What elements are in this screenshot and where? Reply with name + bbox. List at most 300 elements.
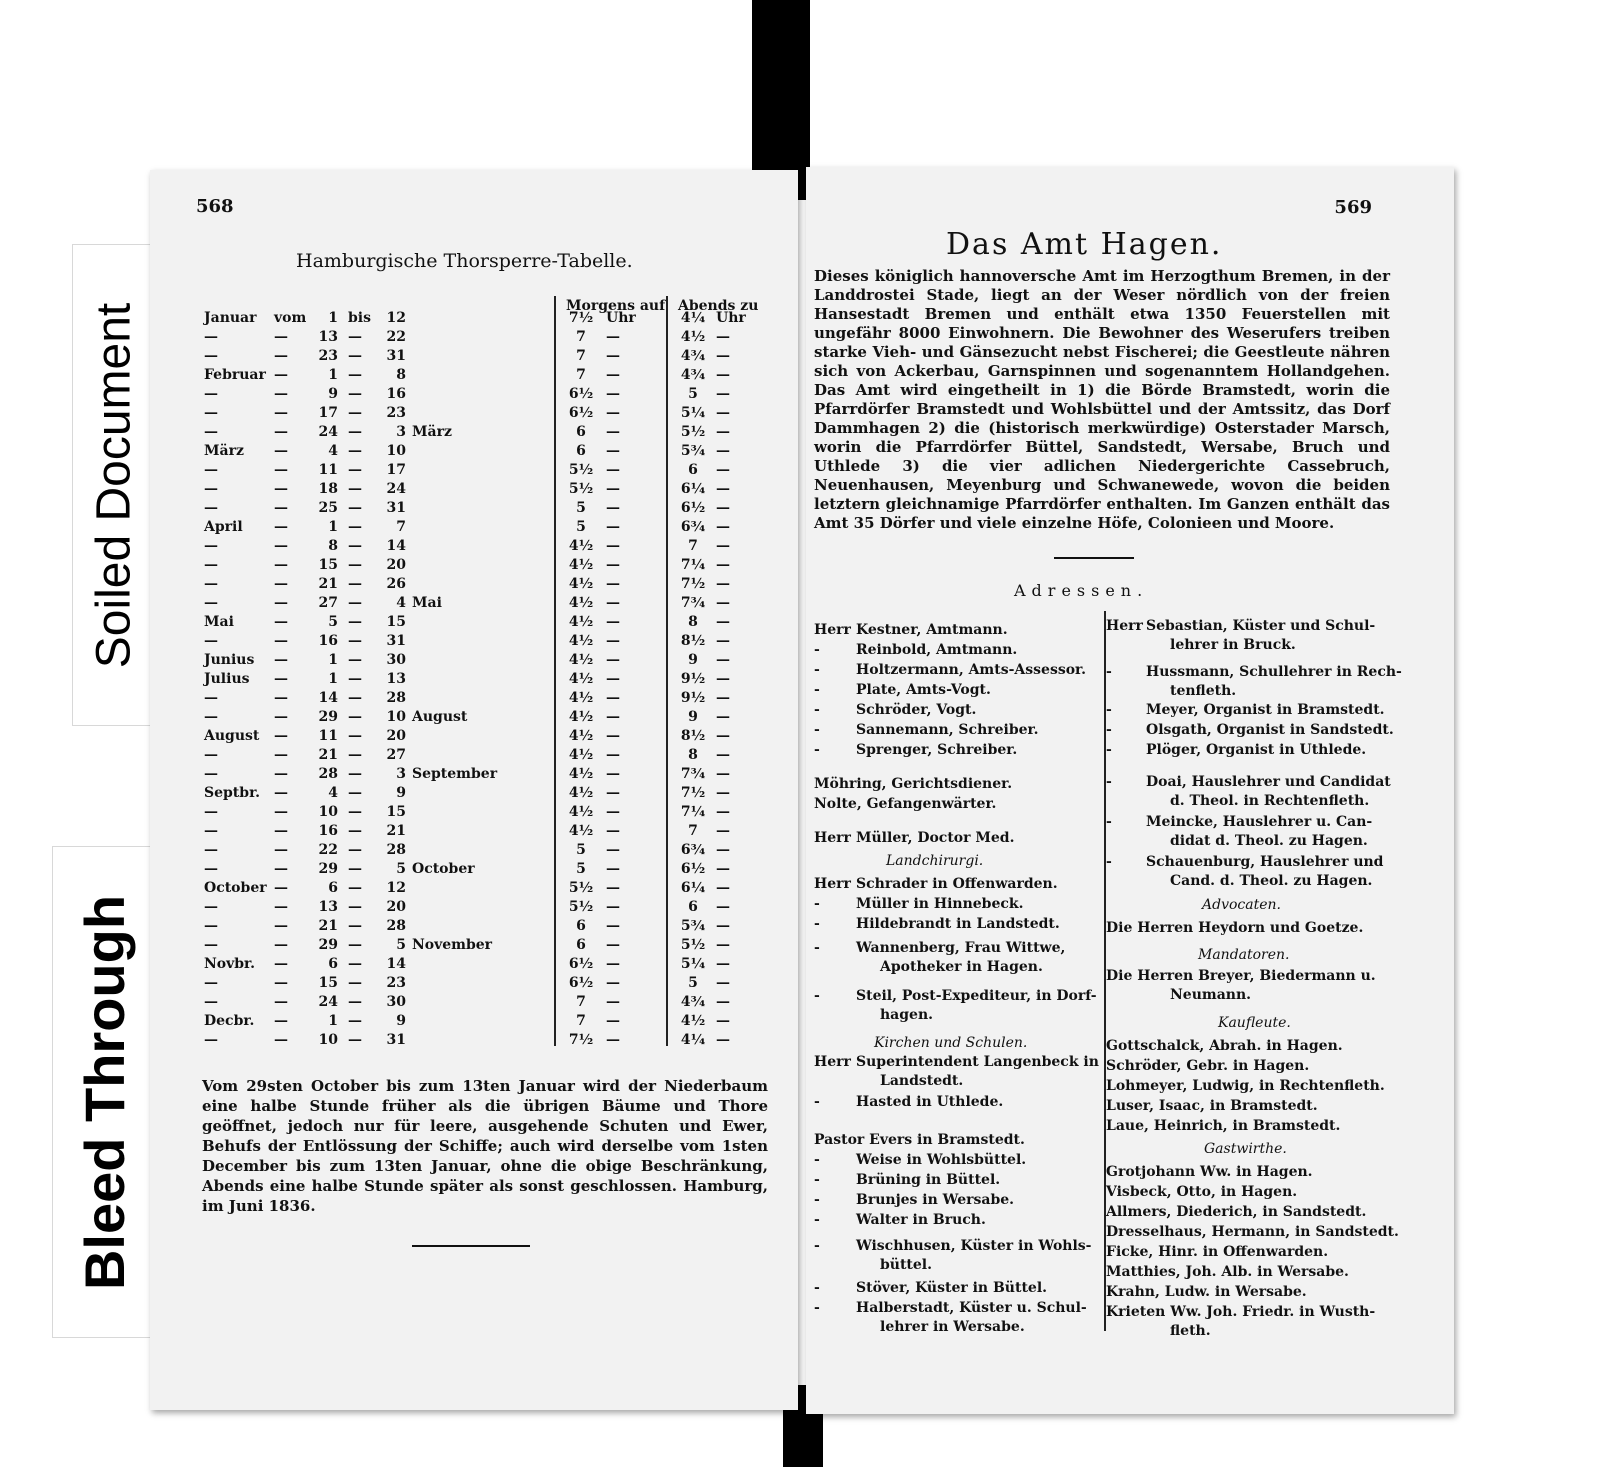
table-cell: — (606, 538, 620, 554)
address-entry (1106, 617, 1396, 655)
table-cell: — (606, 709, 620, 725)
table-cell: — (348, 1032, 362, 1048)
table-cell: 5½ (680, 424, 706, 440)
table-cell: — (716, 861, 730, 877)
address-entry (1106, 1077, 1396, 1096)
table-cell: — (204, 937, 218, 953)
table-row (150, 424, 798, 443)
table-cell: — (274, 462, 288, 478)
address-entry (814, 1279, 1104, 1298)
table-cell: 7¾ (680, 766, 706, 782)
table-cell: 9 (688, 652, 698, 668)
header-abends: Abends zu (678, 298, 759, 314)
table-cell: — (606, 633, 620, 649)
address-entry (1106, 1037, 1396, 1056)
address-text: Hildebrandt in Landstedt. (856, 916, 1060, 932)
table-cell: 6½ (680, 500, 706, 516)
table-cell: — (204, 481, 218, 497)
address-entry (1106, 1283, 1396, 1302)
table-cell: 4½ (568, 690, 594, 706)
address-entry (1106, 1057, 1396, 1076)
table-cell: 10 (318, 804, 338, 820)
address-entry (814, 701, 1104, 720)
table-row (150, 956, 798, 975)
address-entry (814, 829, 1104, 848)
table-cell: — (274, 785, 288, 801)
table-cell: 4½ (568, 785, 594, 801)
table-cell: 13 (386, 671, 406, 687)
table-cell: — (348, 481, 362, 497)
table-cell: — (606, 500, 620, 516)
address-text: Wischhusen, Küster in Wohls- (856, 1238, 1092, 1254)
table-cell: 22 (386, 329, 406, 345)
table-cell: Junius (204, 652, 255, 668)
table-cell: — (606, 842, 620, 858)
table-cell: — (348, 329, 362, 345)
address-entry (814, 1299, 1104, 1337)
table-cell: — (716, 994, 730, 1010)
table-cell: — (274, 766, 288, 782)
table-cell: 9 (328, 386, 338, 402)
table-cell: — (204, 500, 218, 516)
table-cell: — (274, 348, 288, 364)
table-cell: — (348, 937, 362, 953)
table-row (150, 405, 798, 424)
address-text: Dresselhaus, Hermann, in Sandstedt. (1106, 1224, 1399, 1240)
table-row (150, 329, 798, 348)
table-cell: 7½ (680, 576, 706, 592)
table-row (150, 614, 798, 633)
address-entry (1106, 967, 1396, 1005)
table-row (150, 804, 798, 823)
table-cell: — (606, 747, 620, 763)
table-cell: — (274, 652, 288, 668)
table-cell: — (348, 994, 362, 1010)
table-cell: 18 (318, 481, 338, 497)
table-cell: 1 (328, 519, 338, 535)
table-cell: — (274, 709, 288, 725)
address-text: Superintendent Langenbeck in (856, 1054, 1099, 1070)
address-text: Stöver, Küster in Büttel. (856, 1280, 1048, 1296)
address-text: Olsgath, Organist in Sandstedt. (1146, 722, 1394, 738)
table-cell: — (274, 519, 288, 535)
table-cell: — (274, 937, 288, 953)
address-text: Gottschalck, Abrah. in Hagen. (1106, 1038, 1343, 1054)
address-text-continued: fleth. (1170, 1323, 1211, 1339)
table-cell: 5½ (680, 937, 706, 953)
table-cell: 27 (386, 747, 406, 763)
address-entry (1106, 663, 1402, 701)
address-entry (1106, 773, 1396, 811)
table-cell: — (606, 690, 620, 706)
table-cell: März (412, 424, 452, 440)
table-cell: 21 (318, 747, 338, 763)
table-cell: — (348, 728, 362, 744)
table-cell: — (716, 614, 730, 630)
table-cell: — (716, 766, 730, 782)
address-entry (814, 775, 1104, 794)
table-row (150, 766, 798, 785)
table-cell: 5½ (568, 462, 594, 478)
table-cell: — (274, 956, 288, 972)
table-cell: — (716, 899, 730, 915)
address-entry (814, 1237, 1104, 1275)
address-text: Reinbold, Amtmann. (856, 642, 1018, 658)
table-cell: — (606, 899, 620, 915)
address-prefix: - (814, 1212, 820, 1228)
table-cell: — (348, 519, 362, 535)
table-cell: 29 (318, 861, 338, 877)
table-cell: — (716, 500, 730, 516)
address-text: Krieten Ww. Joh. Friedr. in Wusth- (1106, 1304, 1376, 1320)
address-prefix: - (814, 940, 820, 956)
address-prefix: - (1106, 814, 1112, 830)
table-cell: 7 (576, 367, 586, 383)
table-cell: — (274, 804, 288, 820)
table-cell: — (348, 975, 362, 991)
address-text: Matthies, Joh. Alb. in Wersabe. (1106, 1264, 1349, 1280)
address-text: Schröder, Gebr. in Hagen. (1106, 1058, 1310, 1074)
table-cell: 21 (318, 576, 338, 592)
address-prefix: - (814, 702, 820, 718)
table-cell: — (204, 823, 218, 839)
table-cell: — (606, 785, 620, 801)
address-entry (1106, 813, 1396, 851)
address-text-continued: Landstedt. (880, 1073, 964, 1089)
table-cell: 4½ (568, 709, 594, 725)
table-cell: 28 (386, 918, 406, 934)
table-cell: — (716, 462, 730, 478)
table-cell: — (204, 386, 218, 402)
table-cell: November (412, 937, 493, 953)
table-cell: 4½ (568, 652, 594, 668)
table-cell: — (274, 1013, 288, 1029)
address-entry (1106, 741, 1396, 760)
table-cell: Mai (412, 595, 442, 611)
table-cell: — (716, 652, 730, 668)
table-cell: — (606, 576, 620, 592)
table-cell: 5 (688, 975, 698, 991)
table-cell: 25 (318, 500, 338, 516)
table-cell: 4½ (568, 557, 594, 573)
table-cell: — (716, 443, 730, 459)
address-entry (1106, 721, 1396, 740)
table-cell: — (274, 405, 288, 421)
table-cell: — (716, 709, 730, 725)
table-cell: 16 (318, 823, 338, 839)
table-cell: — (274, 424, 288, 440)
table-cell: 7½ (680, 785, 706, 801)
address-entry (814, 681, 1104, 700)
table-cell: — (606, 443, 620, 459)
table-cell: 22 (318, 842, 338, 858)
table-cell: — (606, 956, 620, 972)
table-cell: 6 (576, 443, 586, 459)
table-cell: 3 (396, 766, 406, 782)
table-cell: — (204, 1032, 218, 1048)
table-cell: — (348, 386, 362, 402)
address-prefix: - (814, 1238, 820, 1254)
table-cell: 31 (386, 1032, 406, 1048)
table-cell: — (274, 500, 288, 516)
address-text: Schauenburg, Hauslehrer und (1146, 854, 1384, 870)
address-text: Pastor Evers in Bramstedt. (814, 1132, 1025, 1148)
address-text: Müller, Doctor Med. (856, 830, 1015, 846)
table-cell: 6½ (568, 975, 594, 991)
address-entry (1106, 853, 1396, 891)
table-cell: 12 (386, 880, 406, 896)
address-text: Grotjohann Ww. in Hagen. (1106, 1164, 1313, 1180)
table-cell: — (274, 861, 288, 877)
table-cell: — (716, 785, 730, 801)
table-row (150, 785, 798, 804)
address-text: Hussmann, Schullehrer in Rech- (1146, 664, 1402, 680)
table-cell: — (274, 747, 288, 763)
table-cell: 5 (396, 937, 406, 953)
table-cell: — (204, 462, 218, 478)
address-entry (814, 895, 1104, 914)
table-cell: — (716, 329, 730, 345)
address-prefix: Herr (814, 830, 851, 846)
table-cell: 4 (396, 595, 406, 611)
address-text: Ficke, Hinr. in Offenwarden. (1106, 1244, 1329, 1260)
table-cell: 5¾ (680, 443, 706, 459)
table-cell: 7¼ (680, 804, 706, 820)
table-row (150, 557, 798, 576)
table-cell: — (716, 804, 730, 820)
address-text: Allmers, Diederich, in Sandstedt. (1106, 1204, 1367, 1220)
table-cell: — (348, 880, 362, 896)
address-text: Halberstadt, Küster u. Schul- (856, 1300, 1087, 1316)
table-cell: 15 (386, 804, 406, 820)
table-cell: 21 (386, 823, 406, 839)
table-cell: 5¼ (680, 956, 706, 972)
table-row (150, 880, 798, 899)
table-cell: — (716, 880, 730, 896)
address-entry (814, 875, 1104, 894)
address-text: Wannenberg, Frau Wittwe, (856, 940, 1066, 956)
table-cell: — (204, 405, 218, 421)
table-cell: September (412, 766, 498, 782)
table-cell: — (274, 994, 288, 1010)
table-cell: — (274, 557, 288, 573)
table-cell: — (204, 329, 218, 345)
table-cell: 1 (328, 671, 338, 687)
address-prefix: Herr (1106, 618, 1143, 634)
table-cell: — (716, 367, 730, 383)
table-cell: 15 (318, 975, 338, 991)
table-cell: 15 (386, 614, 406, 630)
table-row (150, 386, 798, 405)
table-cell: 17 (318, 405, 338, 421)
table-cell: 8 (396, 367, 406, 383)
table-cell: 1 (328, 310, 338, 326)
address-text: Die Herren Breyer, Biedermann u. (1106, 968, 1376, 984)
table-cell: Mai (204, 614, 234, 630)
table-cell: 21 (318, 918, 338, 934)
table-row (150, 1013, 798, 1032)
table-cell: 14 (318, 690, 338, 706)
table-cell: — (348, 690, 362, 706)
table-cell: 6¼ (680, 880, 706, 896)
table-cell: — (606, 975, 620, 991)
table-cell: 4 (328, 785, 338, 801)
table-cell: 5¾ (680, 918, 706, 934)
table-row (150, 462, 798, 481)
address-prefix: - (814, 1192, 820, 1208)
address-text: Müller in Hinnebeck. (856, 896, 1024, 912)
table-cell: — (606, 481, 620, 497)
address-entry (1106, 919, 1396, 938)
table-cell: 20 (386, 728, 406, 744)
table-cell: — (348, 956, 362, 972)
table-row (150, 652, 798, 671)
address-entry (814, 641, 1104, 660)
table-cell: 7¾ (680, 595, 706, 611)
address-entry (1106, 1117, 1396, 1136)
table-cell: — (348, 899, 362, 915)
address-prefix: - (1106, 742, 1112, 758)
table-cell: 4¼ (680, 310, 706, 326)
table-cell: 29 (318, 937, 338, 953)
table-row (150, 481, 798, 500)
address-text: Schrader in Offenwarden. (856, 876, 1058, 892)
address-prefix: - (814, 1094, 820, 1110)
address-text-continued: lehrer in Wersabe. (880, 1319, 1025, 1335)
table-cell: 13 (318, 899, 338, 915)
page-title: Das Amt Hagen. (946, 227, 1223, 262)
table-cell: 5½ (568, 880, 594, 896)
table-cell: — (274, 728, 288, 744)
table-cell: — (606, 671, 620, 687)
address-entry (1106, 1223, 1399, 1242)
table-cell: März (204, 443, 244, 459)
table-cell: 6 (576, 918, 586, 934)
table-cell: — (348, 367, 362, 383)
table-cell: — (716, 728, 730, 744)
table-cell: — (716, 975, 730, 991)
table-row (150, 975, 798, 994)
table-cell: — (274, 481, 288, 497)
table-cell: — (348, 671, 362, 687)
table-cell: 8 (688, 747, 698, 763)
table-cell: 14 (386, 538, 406, 554)
table-cell: 23 (386, 405, 406, 421)
table-cell: 13 (318, 329, 338, 345)
address-entry (1106, 701, 1396, 720)
table-cell: — (348, 614, 362, 630)
table-cell: — (606, 367, 620, 383)
address-entry (814, 1131, 1104, 1150)
address-text: Sprenger, Schreiber. (856, 742, 1018, 758)
table-cell: — (606, 519, 620, 535)
table-cell: 4½ (568, 823, 594, 839)
section-label: Mandatoren. (1198, 947, 1290, 963)
address-prefix: - (814, 1172, 820, 1188)
table-cell: — (348, 1013, 362, 1029)
table-cell: — (348, 861, 362, 877)
table-row (150, 443, 798, 462)
table-cell: 6 (688, 462, 698, 478)
table-cell: — (348, 652, 362, 668)
table-cell: 1 (328, 1013, 338, 1029)
address-text-continued: didat d. Theol. zu Hagen. (1170, 833, 1368, 849)
address-entry (1106, 1303, 1396, 1341)
address-prefix: - (814, 1280, 820, 1296)
table-cell: — (274, 367, 288, 383)
table-row (150, 918, 798, 937)
section-label: Landchirurgi. (886, 853, 984, 869)
table-cell: 20 (386, 557, 406, 573)
table-cell: — (348, 633, 362, 649)
address-text: Schröder, Vogt. (856, 702, 977, 718)
table-cell: 5 (576, 861, 586, 877)
table-cell: — (606, 823, 620, 839)
table-cell: 5 (328, 614, 338, 630)
address-entry (814, 795, 1104, 814)
table-cell: — (348, 785, 362, 801)
table-cell: Uhr (716, 310, 746, 326)
table-cell: 9 (396, 1013, 406, 1029)
table-cell: — (606, 595, 620, 611)
table-cell: 11 (318, 728, 338, 744)
table-cell: 7½ (568, 310, 594, 326)
address-text: Hasted in Uthlede. (856, 1094, 1004, 1110)
address-text: Krahn, Ludw. in Wersabe. (1106, 1284, 1307, 1300)
table-row (150, 747, 798, 766)
table-cell: — (204, 899, 218, 915)
table-cell: — (204, 804, 218, 820)
table-title: Hamburgische Thorsperre-Tabelle. (296, 250, 633, 272)
address-text-continued: d. Theol. in Rechtenfleth. (1170, 793, 1370, 809)
table-cell: — (716, 956, 730, 972)
table-cell: August (412, 709, 468, 725)
address-text: Plöger, Organist in Uthlede. (1146, 742, 1367, 758)
table-cell: 29 (318, 709, 338, 725)
table-cell: — (606, 937, 620, 953)
table-cell: 6 (328, 956, 338, 972)
table-cell: — (274, 633, 288, 649)
address-text-continued: Cand. d. Theol. zu Hagen. (1170, 873, 1373, 889)
address-prefix: - (814, 896, 820, 912)
table-cell: 6½ (568, 405, 594, 421)
table-cell: — (204, 747, 218, 763)
table-cell: — (716, 538, 730, 554)
table-cell: — (716, 1032, 730, 1048)
table-cell: Julius (204, 671, 250, 687)
table-cell: — (606, 424, 620, 440)
address-text: Weise in Wohlsbüttel. (856, 1152, 1027, 1168)
table-cell: 4½ (568, 538, 594, 554)
table-cell: 8½ (680, 728, 706, 744)
address-text: Meincke, Hauslehrer u. Can- (1146, 814, 1373, 830)
table-cell: — (606, 861, 620, 877)
table-cell: 6 (576, 937, 586, 953)
table-cell: — (348, 424, 362, 440)
table-cell: — (716, 557, 730, 573)
table-cell: 7 (576, 994, 586, 1010)
address-entry (814, 915, 1104, 934)
table-cell: 4½ (568, 595, 594, 611)
address-prefix: - (814, 662, 820, 678)
address-prefix: - (1106, 702, 1112, 718)
address-text: Sebastian, Küster und Schul- (1146, 618, 1376, 634)
table-cell: 4¾ (680, 994, 706, 1010)
table-cell: — (348, 709, 362, 725)
table-cell: — (204, 842, 218, 858)
table-cell: — (348, 766, 362, 782)
address-entry (814, 741, 1104, 760)
